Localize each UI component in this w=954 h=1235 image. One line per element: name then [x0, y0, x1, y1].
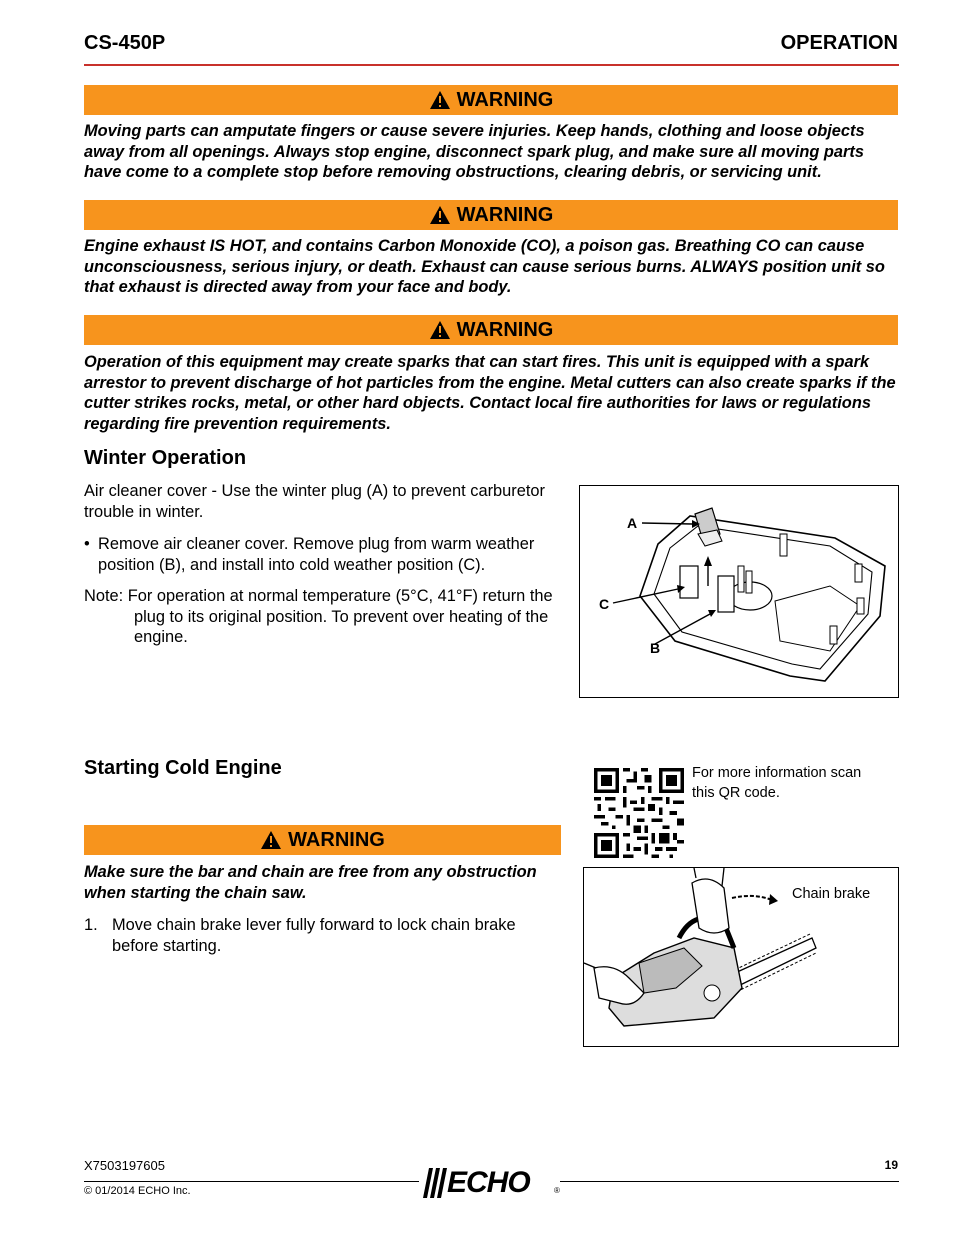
winter-operation-heading: Winter Operation [84, 447, 247, 469]
chain-brake-label: Chain brake [792, 886, 871, 902]
step-1 [84, 915, 554, 956]
note-rest: plug to its original position. To prevent over heating of the engine. [134, 607, 549, 646]
air-cleaner-figure [579, 485, 899, 698]
header-rule [84, 64, 899, 66]
warning-triangle-icon [429, 320, 451, 340]
warning-triangle-icon [429, 90, 451, 110]
warning-text-3: Operation of this equipment may create sparks that can start fires. This unit is equipped with a spark arrestor to prevent discharge of hot particles from the engine. Metal cutters can also create sparks if the cutter strikes rocks, metal, or other hard objects. Contact local fire authorities for laws or regulations regarding fire prevention requirements. [84, 353, 896, 433]
warning-label: WARNING [456, 88, 554, 111]
starting-cold-engine-heading: Starting Cold Engine [84, 757, 282, 779]
warning-label: WARNING [456, 203, 554, 226]
label-c: C [599, 596, 610, 612]
footer-rule-right [560, 1181, 899, 1182]
winter-bullet [84, 534, 569, 575]
label-a: A [627, 515, 638, 531]
part-number: X7503197605 [84, 1158, 165, 1173]
note-label: Note: [84, 587, 124, 605]
qr-code[interactable] [594, 768, 684, 858]
winter-bullet-text: Remove air cleaner cover. Remove plug from warm weather position (B), and install into cold weather position (C). [98, 535, 535, 574]
warning-banner-3 [84, 315, 898, 345]
label-b: B [650, 640, 661, 656]
registered-mark: ® [554, 1186, 560, 1195]
note-first-line: For operation at normal temperature (5°C, 41°F) return the [127, 587, 553, 605]
warning-label: WARNING [456, 318, 554, 341]
model-title: CS-450P [84, 32, 166, 54]
qr-code-icon [594, 768, 684, 858]
chain-brake-figure [583, 867, 899, 1047]
warning-triangle-icon [429, 205, 451, 225]
winter-intro: Air cleaner cover - Use the winter plug (A) to prevent carburetor trouble in winter. [84, 482, 545, 521]
page-number: 19 [884, 1158, 898, 1172]
warning-text-1: Moving parts can amputate fingers or cause severe injuries. Keep hands, clothing and loose objects away from all openings. Always stop engine, disconnect spark plug, and make sure all moving parts have come to a complete stop before removing obstructions, clearing debris, or servicing unit. [84, 122, 865, 181]
section-title: OPERATION [780, 32, 898, 54]
copyright: © 01/2014 ECHO Inc. [84, 1185, 191, 1197]
warning-triangle-icon [260, 830, 282, 850]
winter-note [84, 586, 569, 648]
bullet-mark: • [84, 535, 90, 553]
warning-banner-4 [84, 825, 561, 855]
warning-banner-2 [84, 200, 898, 230]
echo-logo [423, 1166, 563, 1200]
footer-rule-left [84, 1181, 419, 1182]
warning-banner-1 [84, 85, 898, 115]
warning-text-2: Engine exhaust IS HOT, and contains Carbon Monoxide (CO), a poison gas. Breathing CO can cause unconsciousness, serious injury, or death. Exhaust can cause serious burns. ALWAYS position unit so that exhaust is directed away from your face and body. [84, 237, 885, 296]
warning-label: WARNING [288, 828, 385, 851]
step-text: Move chain brake lever fully forward to lock chain brake before starting. [112, 916, 516, 955]
echo-logo-text: ECHO [447, 1166, 530, 1199]
qr-caption: For more information scan this QR code. [692, 765, 862, 801]
warning-text-4: Make sure the bar and chain are free from any obstruction when starting the chain saw. [84, 863, 537, 902]
step-number: 1. [84, 916, 98, 934]
